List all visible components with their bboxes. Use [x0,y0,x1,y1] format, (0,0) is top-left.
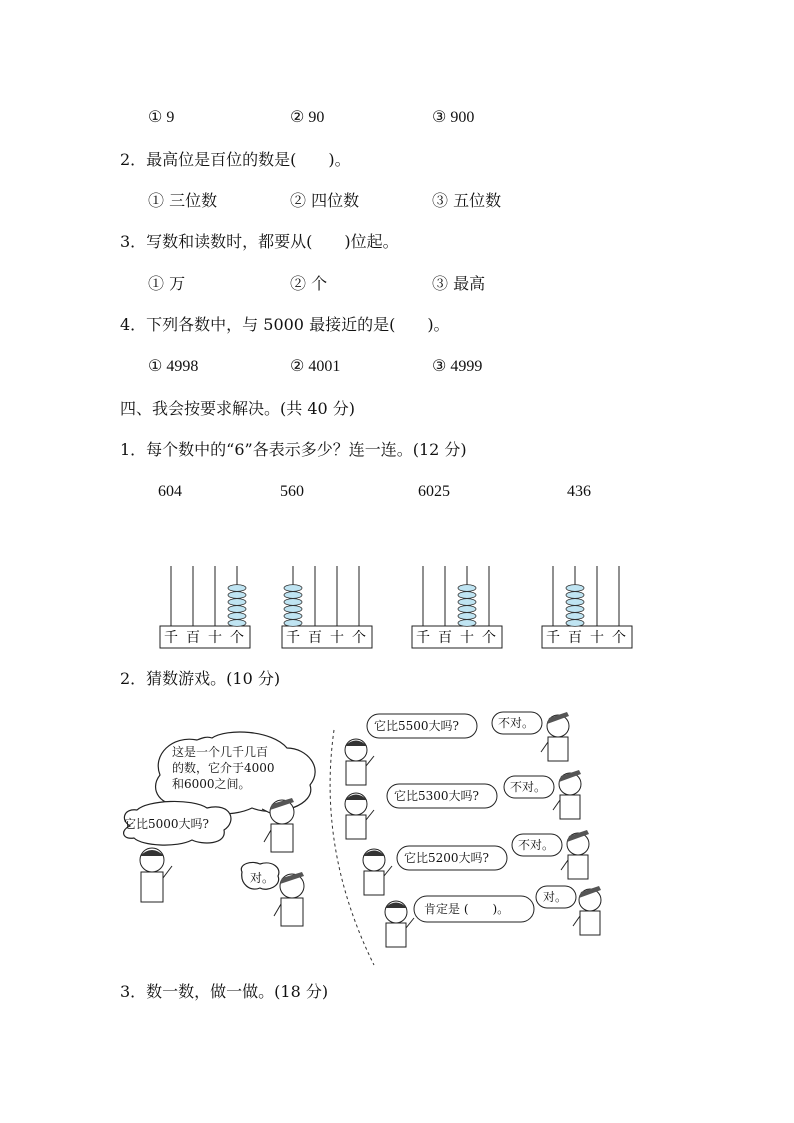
boy-figure-right-2 [345,793,374,839]
answer-bubble-left-text: 对。 [250,871,275,885]
place-label: 百 [308,630,322,646]
abacus-bead [284,606,302,613]
prev-option-2[interactable]: ② 90 [290,109,325,126]
abacus-2[interactable] [282,566,372,648]
answer-bubble-4-text: 对。 [543,890,568,904]
s4-question-2-stem: 2．猜数游戏。(10 分) [120,669,281,688]
s4-question-3-stem: 3．数一数，做一做。(18 分) [120,982,329,1001]
abacus-bead [566,620,584,627]
abacus-4[interactable] [542,566,632,648]
abacus-bead [458,599,476,606]
abacus-1[interactable] [160,566,250,648]
ask-bubble-3-text: 它比5200大吗? [404,851,489,865]
abacus-bead [284,613,302,620]
abacus-bead [228,606,246,613]
boy-figure-left [140,848,172,902]
abacus-bead [284,585,302,592]
abacus-bead [566,592,584,599]
girl-figure-right-2 [553,770,581,819]
q3-option-2[interactable]: ② 个 [290,274,328,293]
question-4-stem: 4．下列各数中，与 5000 最接近的是( )。 [120,315,450,334]
abacus-bead [228,585,246,592]
answer-bubble-1-text: 不对。 [498,716,535,730]
intro-bubble-text: 这是一个几千几百 的数，它介于4000 和6000之间。 [172,745,275,791]
abacus-bead [228,613,246,620]
abacus-bead [458,585,476,592]
q4-option-2[interactable]: ② 4001 [290,358,341,375]
abacus-bead [228,592,246,599]
answer-bubble-4 [536,886,577,908]
place-label: 千 [546,630,560,646]
boy-figure-right-1 [345,739,374,785]
abacus-bead [566,606,584,613]
answer-bubble-2-text: 不对。 [510,780,547,794]
abacus-bead [566,613,584,620]
place-label: 十 [460,630,474,646]
prev-option-3[interactable]: ③ 900 [432,109,475,126]
answer-bubble-3-text: 不对。 [518,838,555,852]
abacus-bead [284,592,302,599]
place-label: 百 [186,630,200,646]
guess-game-illustration [112,700,622,970]
place-label: 十 [208,630,222,646]
place-label: 千 [416,630,430,646]
q4-option-1[interactable]: ① 4998 [148,358,199,375]
abacus-bead [566,585,584,592]
number-604[interactable]: 604 [158,483,182,500]
number-6025[interactable]: 6025 [418,483,450,500]
place-label: 个 [230,630,244,646]
ask-bubble-left [124,801,234,845]
girl-figure-right-4 [573,886,601,935]
q4-option-3[interactable]: ③ 4999 [432,358,483,375]
final-bubble-text[interactable]: 肯定是 ( )。 [424,902,510,916]
final-bubble [414,896,534,922]
abacus-bead [284,599,302,606]
q2-option-3[interactable]: ③ 五位数 [432,191,502,210]
prev-option-1[interactable]: ① 9 [148,109,175,126]
place-label: 个 [352,630,366,646]
abacus-bead [458,620,476,627]
abacus-bead [284,620,302,627]
place-label: 千 [164,630,178,646]
place-label: 个 [482,630,496,646]
abacus-bead [228,620,246,627]
question-3-stem: 3．写数和读数时，都要从( )位起。 [120,232,399,251]
boy-figure-right-3 [363,849,392,895]
ask-bubble-1 [367,714,478,738]
abacus-3[interactable] [412,566,502,648]
answer-bubble-3 [512,834,562,856]
abacus-bead [566,599,584,606]
place-label: 千 [286,630,300,646]
place-label: 百 [438,630,452,646]
answer-bubble-1 [492,712,542,734]
ask-bubble-left-text: 它比5000大吗? [124,817,209,831]
answer-bubble-2 [504,776,554,798]
ask-bubble-2-text: 它比5300大吗? [394,789,479,803]
place-label: 十 [330,630,344,646]
girl-figure-right-3 [561,830,589,879]
q2-option-2[interactable]: ② 四位数 [290,191,360,210]
section-4-title: 四、我会按要求解决。(共 40 分) [120,399,356,418]
place-label: 十 [590,630,604,646]
abacus-bead [458,606,476,613]
girl-figure-right-1 [541,712,569,761]
abacus-bead [228,599,246,606]
abacus-group [150,560,640,656]
number-560[interactable]: 560 [280,483,304,500]
abacus-bead [458,613,476,620]
q2-option-1[interactable]: ① 三位数 [148,191,218,210]
ask-bubble-2 [387,784,498,808]
question-2-stem: 2．最高位是百位的数是( )。 [120,150,351,169]
boy-figure-right-4 [385,901,414,947]
ask-bubble-1-text: 它比5500大吗? [374,719,459,733]
s4-question-1-stem: 1．每个数中的“6”各表示多少？连一连。(12 分) [120,440,467,459]
q3-option-3[interactable]: ③ 最高 [432,274,486,293]
ask-bubble-3 [397,846,508,870]
place-label: 个 [612,630,626,646]
number-436[interactable]: 436 [567,483,591,500]
place-label: 百 [568,630,582,646]
abacus-bead [458,592,476,599]
q3-option-1[interactable]: ① 万 [148,274,186,293]
